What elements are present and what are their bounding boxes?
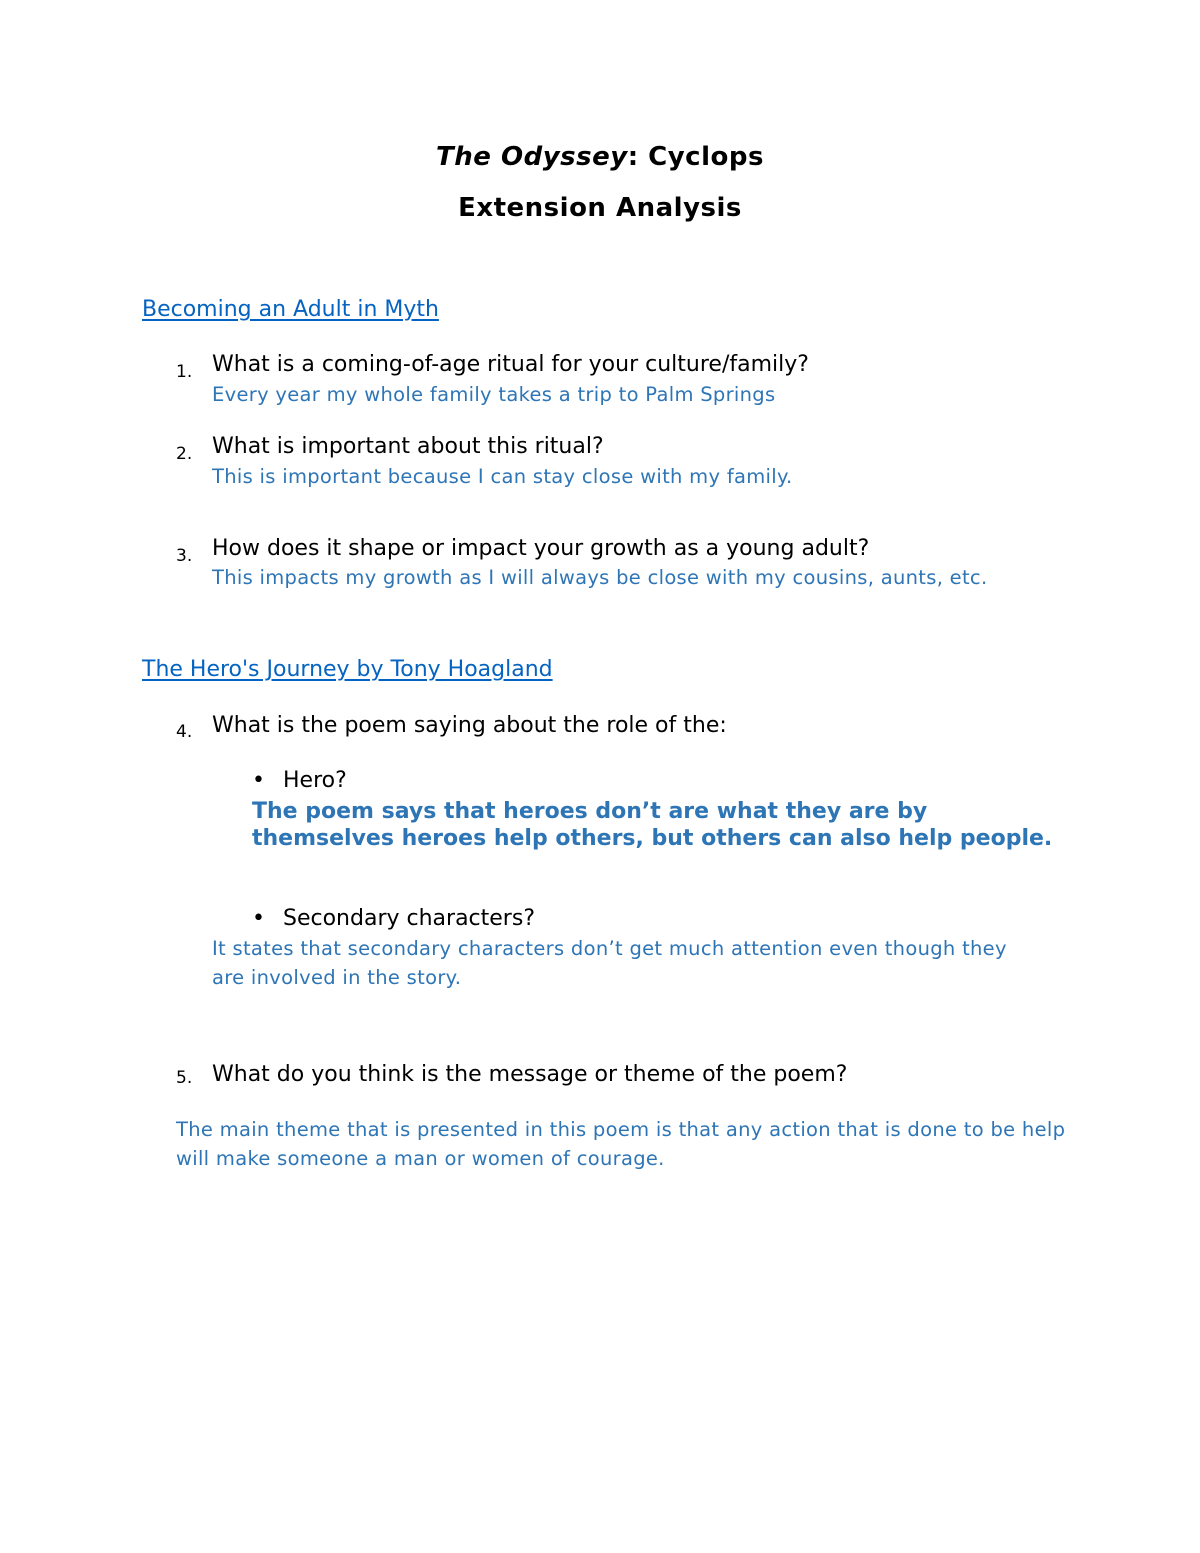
answer-secondary-characters: It states that secondary characters don’t get much attention even though they are involved in the story. [212, 937, 1007, 989]
question-number: 3. [176, 546, 193, 566]
answer-text: Every year my whole family takes a trip to Palm Springs [212, 383, 776, 406]
bullet-marker: • [252, 906, 265, 931]
question-text: What is important about this ritual? [212, 434, 604, 459]
bullet-label-secondary-characters: Secondary characters? [283, 906, 535, 931]
title-work-name: The Odyssey [436, 142, 628, 172]
question-number: 4. [176, 722, 193, 742]
question-text: What do you think is the message or theme of the poem? [212, 1062, 848, 1087]
answer-hero: The poem says that heroes don’t are what they are by themselves heroes help others, but others can also help people. [252, 799, 1053, 851]
answer-text: This is important because I can stay close with my family. [212, 465, 793, 488]
question-number: 1. [176, 362, 193, 382]
document-subtitle: Extension Analysis [458, 193, 742, 223]
question-number: 2. [176, 444, 193, 464]
section-heading-becoming-adult[interactable]: Becoming an Adult in Myth [142, 297, 439, 322]
question-text: What is a coming-of-age ritual for your culture/family? [212, 352, 809, 377]
answer-text: This impacts my growth as I will always be close with my cousins, aunts, etc. [212, 566, 988, 589]
question-number: 5. [176, 1068, 193, 1088]
answer-theme: The main theme that is presented in this poem is that any action that is done to be help will make someone a man or women of courage. [176, 1118, 1066, 1170]
document-title [0, 142, 1200, 172]
question-text: What is the poem saying about the role of the: [212, 713, 727, 738]
bullet-marker: • [252, 768, 265, 793]
question-text: How does it shape or impact your growth as a young adult? [212, 536, 870, 561]
section-heading-heros-journey[interactable]: The Hero's Journey by Tony Hoagland [142, 657, 553, 682]
bullet-label-hero: Hero? [283, 768, 347, 793]
title-episode: : Cyclops [627, 142, 764, 172]
